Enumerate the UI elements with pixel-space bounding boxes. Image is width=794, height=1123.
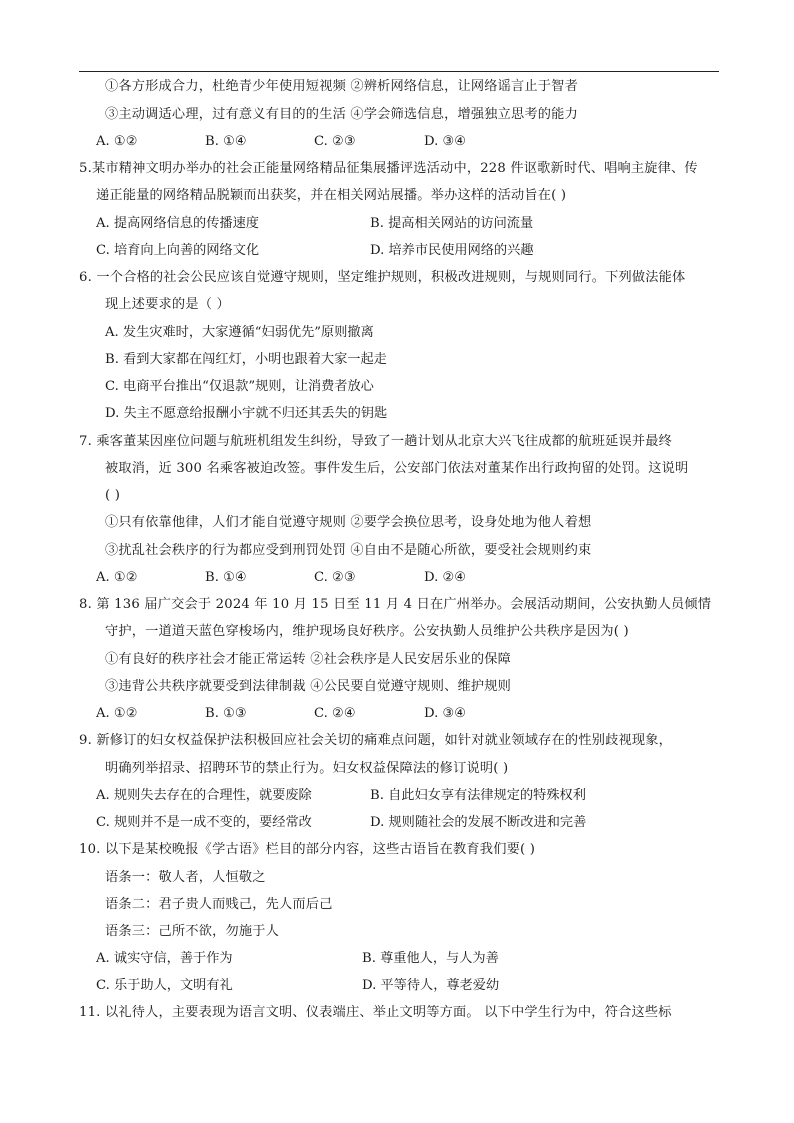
q10-stem: 10. 以下是某校晚报《学古语》栏目的部分内容，这些古语旨在教育我们要( ) bbox=[79, 842, 536, 857]
q5-stem-line-2: 递正能量的网络精品脱颖而出获奖，并在相关网站展播。举办这样的活动旨在( ) bbox=[96, 188, 567, 203]
q5-option-a: A. 提高网络信息的传播速度 bbox=[96, 216, 259, 231]
q7-option-a: A. ①② bbox=[96, 570, 138, 585]
q10-option-d: D. 平等待人，尊老爱幼 bbox=[362, 978, 500, 993]
q8-statements-1-2: ①有良好的秩序社会才能正常运转 ②社会秩序是人民安居乐业的保障 bbox=[105, 652, 512, 667]
q7-statements-1-2: ①只有依靠他律，人们才能自觉遵守规则 ②要学会换位思考，设身处地为他人着想 bbox=[105, 515, 592, 530]
q4-option-b: B. ①④ bbox=[205, 134, 247, 149]
q9-option-d: D. 规则随社会的发展不断改进和完善 bbox=[370, 815, 587, 830]
q9-option-a: A. 规则失去存在的合理性，就要废除 bbox=[96, 788, 312, 803]
q9-option-c: C. 规则并不是一成不变的，要经常改 bbox=[96, 815, 312, 830]
q10-option-a: A. 诚实守信，善于作为 bbox=[96, 951, 233, 966]
q5-option-c: C. 培育向上向善的网络文化 bbox=[96, 243, 260, 258]
q10-quote-1: 语条一：敬人者，人恒敬之 bbox=[105, 870, 266, 885]
q7-stem-line-2: 被取消，近 300 名乘客被迫改签。事件发生后，公安部门依法对董某作出行政拘留的处罚。这说明 bbox=[105, 461, 689, 476]
q7-statements-3-4: ③扰乱社会秩序的行为都应受到刑罚处罚 ④自由不是随心所欲，要受社会规则约束 bbox=[105, 543, 592, 558]
q5-option-d: D. 培养市民使用网络的兴趣 bbox=[370, 243, 534, 258]
q4-option-a: A. ①② bbox=[96, 134, 138, 149]
q8-option-c: C. ②④ bbox=[314, 706, 356, 721]
q7-stem-line-1: 7. 乘客董某因座位问题与航班机组发生纠纷，导致了一趟计划从北京大兴飞往成都的航班延误并最终 bbox=[79, 434, 673, 449]
q4-statements-3-4: ③主动调适心理，过有意义有目的的生活 ④学会筛选信息，增强独立思考的能力 bbox=[105, 107, 578, 122]
q6-option-c: C. 电商平台推出“仅退款”规则，让消费者放心 bbox=[105, 379, 374, 394]
q10-quote-3: 语条三：己所不欲，勿施于人 bbox=[105, 924, 280, 939]
q10-option-b: B. 尊重他人，与人为善 bbox=[362, 951, 499, 966]
q5-stem-line-1: 5.某市精神文明办举办的社会正能量网络精品征集展播评选活动中，228 件讴歌新时代、唱响主旋律、传 bbox=[79, 161, 698, 176]
q7-option-d: D. ②④ bbox=[424, 570, 467, 585]
header-rule bbox=[79, 71, 719, 72]
q4-option-d: D. ③④ bbox=[424, 134, 467, 149]
q8-option-b: B. ①③ bbox=[205, 706, 247, 721]
q8-stem-line-1: 8. 第 136 届广交会于 2024 年 10 月 15 日至 11 月 4 日在广州举办。会展活动期间，公安执勤人员倾情 bbox=[79, 597, 712, 612]
q8-stem-line-2: 守护，一道道天蓝色穿梭场内，维护现场良好秩序。公安执勤人员维护公共秩序是因为( ) bbox=[105, 624, 629, 639]
q11-stem-line-1: 11. 以礼待人，主要表现为语言文明、仪表端庄、举止文明等方面。 以下中学生行为中，符合这些标 bbox=[79, 1005, 672, 1020]
q7-answer-bracket: ( ) bbox=[105, 488, 121, 503]
q10-option-c: C. 乐于助人，文明有礼 bbox=[96, 978, 233, 993]
q6-stem-line-2: 现上述要求的是（ ） bbox=[105, 297, 230, 312]
q6-option-d: D. 失主不愿意给报酬小宇就不归还其丢失的钥匙 bbox=[105, 406, 388, 421]
q7-option-c: C. ②③ bbox=[314, 570, 356, 585]
q9-option-b: B. 自此妇女享有法律规定的特殊权利 bbox=[370, 788, 586, 803]
q8-option-d: D. ③④ bbox=[424, 706, 467, 721]
q10-quote-2: 语条二：君子贵人而贱己，先人而后己 bbox=[105, 897, 333, 912]
q7-option-b: B. ①④ bbox=[205, 570, 247, 585]
q9-stem-line-1: 9. 新修订的妇女权益保护法积极回应社会关切的痛难点问题，如针对就业领域存在的性别歧视现象， bbox=[79, 733, 673, 748]
q5-option-b: B. 提高相关网站的访问流量 bbox=[370, 216, 534, 231]
q6-option-b: B. 看到大家都在闯红灯，小明也跟着大家一起走 bbox=[105, 352, 387, 367]
q4-option-c: C. ②③ bbox=[314, 134, 356, 149]
q8-statements-3-4: ③违背公共秩序就要受到法律制裁 ④公民要自觉遵守规则、维护规则 bbox=[105, 679, 512, 694]
q8-option-a: A. ①② bbox=[96, 706, 138, 721]
q6-option-a: A. 发生灾难时，大家遵循“妇弱优先”原则撤离 bbox=[105, 325, 374, 340]
q9-stem-line-2: 明确列举招录、招聘环节的禁止行为。妇女权益保障法的修订说明( ) bbox=[105, 761, 509, 776]
q6-stem-line-1: 6. 一个合格的社会公民应该自觉遵守规则，坚定维护规则，积极改进规则，与规则同行。下列做法能体 bbox=[79, 270, 686, 285]
q4-statements-1-2: ①各方形成合力，杜绝青少年使用短视频 ②辨析网络信息，让网络谣言止于智者 bbox=[105, 79, 578, 94]
